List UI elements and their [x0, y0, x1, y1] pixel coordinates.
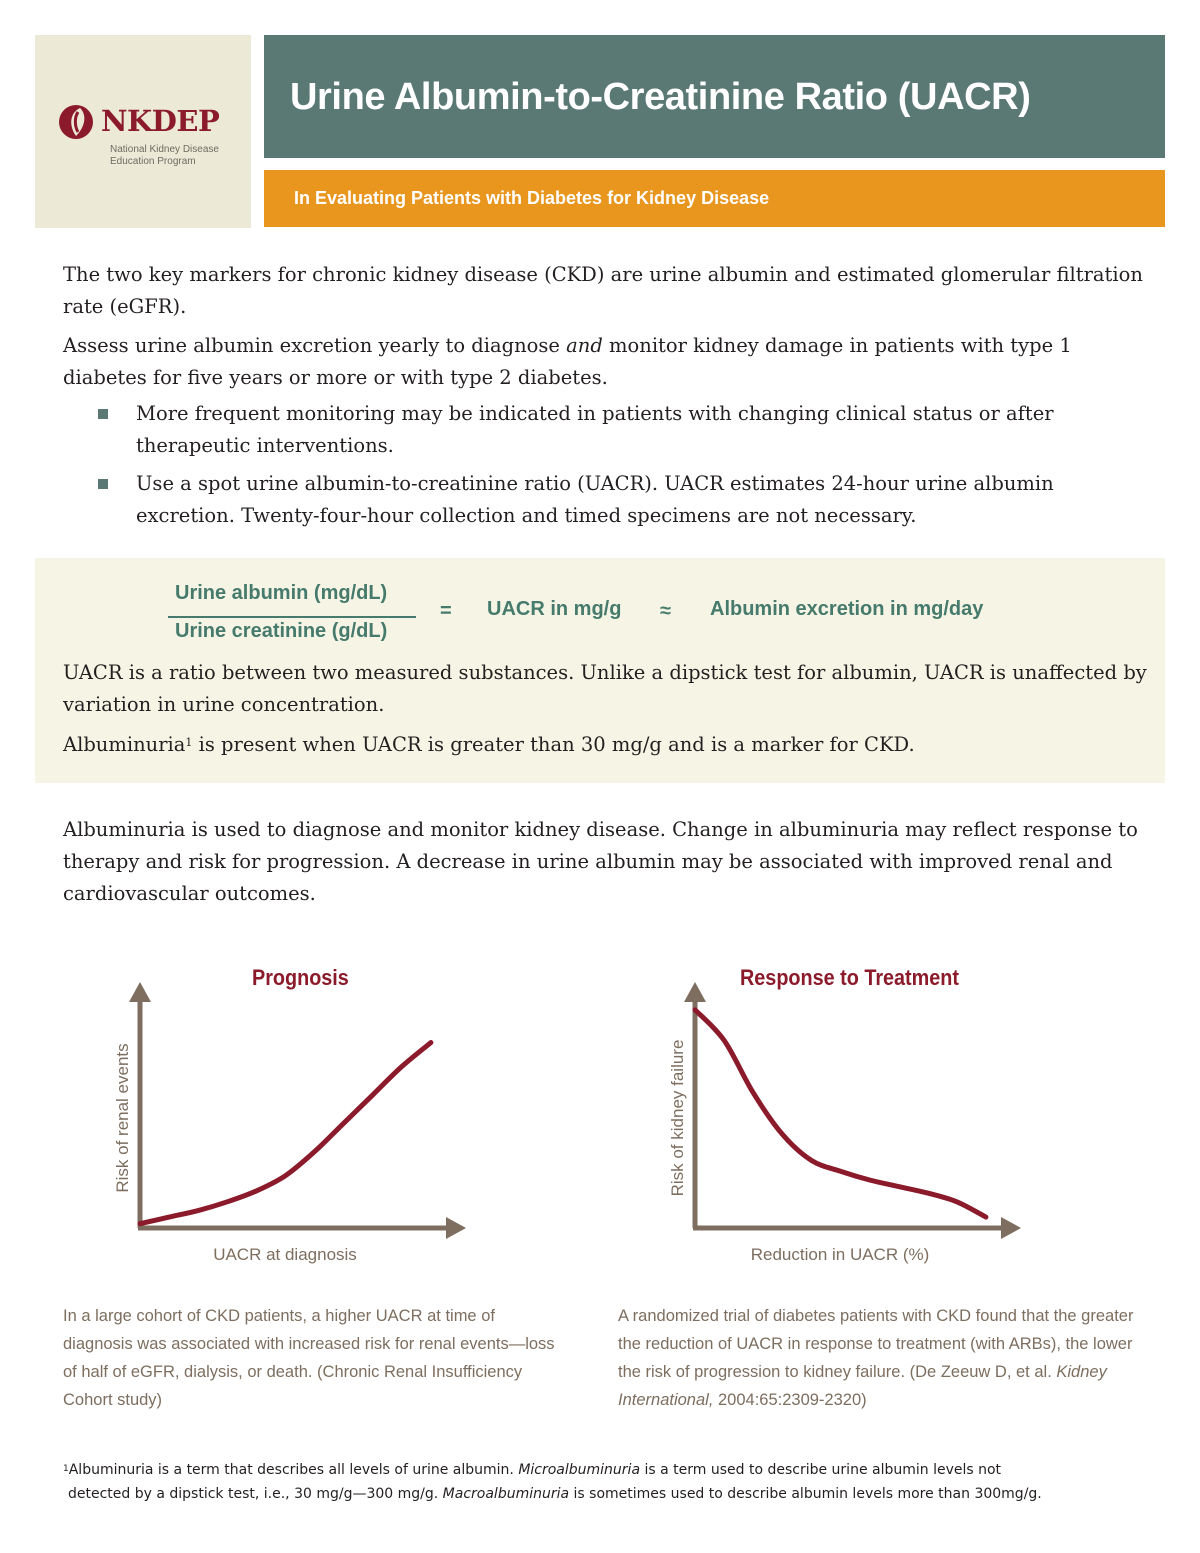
- x-axis-label: UACR at diagnosis: [213, 1245, 357, 1264]
- bullet-text: More frequent monitoring may be indicated in patients with changing clinical status or after therapeutic interventions.: [136, 402, 1054, 457]
- caption-response: [618, 1302, 1158, 1414]
- footnote-line-2: [63, 1482, 1163, 1506]
- p2-part-a: Assess urine albumin excretion yearly to diagnose: [63, 334, 567, 357]
- footnote: [63, 1458, 1163, 1506]
- intro-paragraph-1: The two key markers for chronic kidney disease (CKD) are urine albumin and estimated glomerular filtration rate (eGFR).: [63, 263, 1143, 318]
- p2-emphasis: and: [566, 334, 603, 357]
- footnote-l2-em: Macroalbuminuria: [442, 1486, 570, 1502]
- formula-result: UACR in mg/g: [487, 598, 622, 620]
- caption-prognosis: In a large cohort of CKD patients, a higher UACR at time of diagnosis was associated with increased risk for renal events—loss of half of eGFR, dialysis, or death. (Chronic Renal Insufficiency Cohort study): [63, 1307, 555, 1409]
- series-line: [140, 1043, 431, 1224]
- footnote-l2-a: detected by a dipstick test, i.e., 30 mg/g—300 mg/g.: [68, 1486, 443, 1502]
- formula-numerator: Urine albumin (mg/dL): [175, 582, 388, 604]
- y-axis-arrow-icon: [129, 982, 151, 1002]
- journal-name: Kidney International,: [618, 1363, 1107, 1409]
- x-axis-arrow-icon: [446, 1217, 466, 1239]
- approx-sign: ≈: [660, 600, 671, 622]
- bullet-text: Use a spot urine albumin-to-creatinine ratio (UACR). UACR estimates 24-hour urine albumin excretion. Twenty-four-hour collection and timed specimens are not necessary.: [136, 472, 1054, 527]
- response-chart: [668, 982, 1021, 1264]
- albuminuria-paragraph: Albuminuria is used to diagnose and monitor kidney disease. Change in albuminuria may reflect response to therapy and risk for progression. A decrease in urine albumin may be associated with improved renal and cardiovascular outcomes.: [63, 818, 1138, 905]
- formula-equivalent: Albumin excretion in mg/day: [710, 598, 984, 620]
- prognosis-chart: [113, 982, 466, 1264]
- p4-part-b: is present when UACR is greater than 30 mg/g and is a marker for CKD.: [192, 733, 915, 756]
- footnote-l1-a: Albuminuria is a term that describes all levels of urine albumin.: [68, 1462, 519, 1478]
- page-title: Urine Albumin-to-Creatinine Ratio (UACR): [290, 76, 1031, 118]
- chart-title-prognosis: Prognosis: [252, 965, 349, 990]
- footnote-ref: 1: [185, 736, 193, 749]
- footnote-l1-em: Microalbuminuria: [518, 1462, 641, 1478]
- x-axis-arrow-icon: [1001, 1217, 1021, 1239]
- logo-subtitle-line1: National Kidney Disease: [110, 144, 219, 155]
- page-subtitle: In Evaluating Patients with Diabetes for Kidney Disease: [294, 188, 770, 208]
- footnote-l2-b: is sometimes used to describe albumin levels more than 300mg/g.: [569, 1486, 1042, 1502]
- y-axis-arrow-icon: [684, 982, 706, 1002]
- p2-part-b: monitor kidney damage in patients with type 1 diabetes for five years or more or with type 2 diabetes.: [63, 334, 1072, 389]
- x-axis-label: Reduction in UACR (%): [750, 1245, 930, 1264]
- y-axis-label: Risk of renal events: [113, 1043, 132, 1193]
- logo-name: NKDEP: [101, 104, 220, 138]
- footnote-line-1: [63, 1458, 1163, 1482]
- formula-denominator: Urine creatinine (g/dL): [175, 620, 388, 642]
- caption-right-a: A randomized trial of diabetes patients with CKD found that the greater the reduction of UACR in response to treatment (with ARBs), the lower the risk of progression to kidney failure. (De Zeeuw D, et al.: [618, 1307, 1134, 1381]
- caption-right-b: 2004:65:2309-2320): [713, 1391, 867, 1409]
- p4-part-a: Albuminuria: [63, 733, 186, 756]
- uacr-explanation: UACR is a ratio between two measured substances. Unlike a dipstick test for albumin, UACR is unaffected by variation in urine concentration.: [63, 661, 1147, 716]
- y-axis-label: Risk of kidney failure: [668, 1039, 687, 1197]
- chart-title-response: Response to Treatment: [740, 965, 959, 990]
- equals-sign: =: [440, 600, 452, 622]
- series-line: [695, 1010, 986, 1217]
- footnote-number: 1: [63, 1464, 69, 1474]
- footnote-l1-b: is a term used to describe urine albumin levels not: [640, 1462, 1002, 1478]
- logo-subtitle-line2: Education Program: [110, 156, 196, 167]
